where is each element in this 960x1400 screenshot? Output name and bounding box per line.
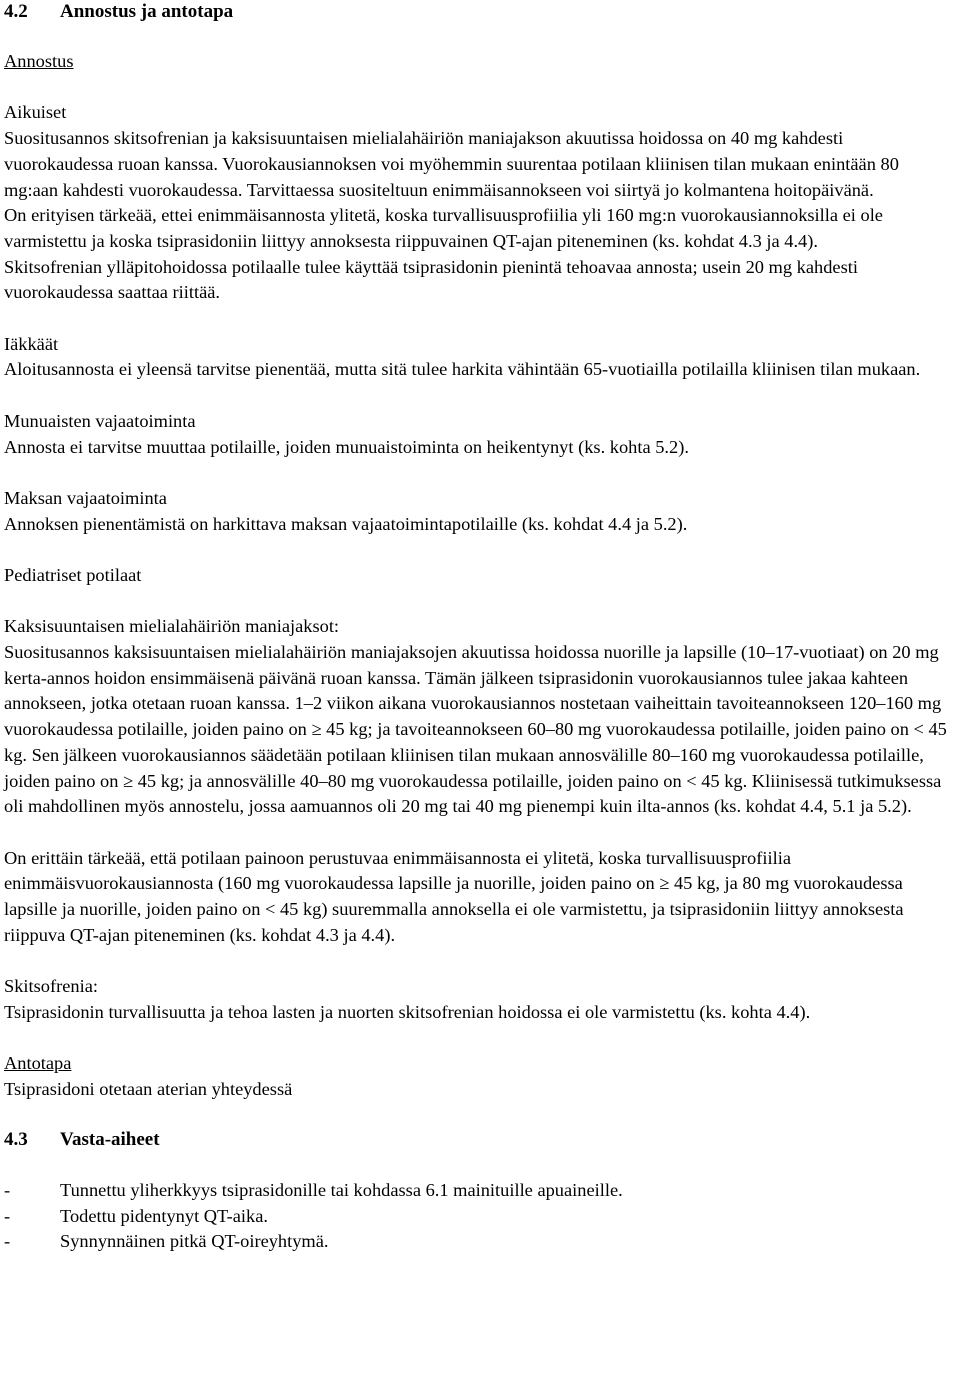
- antotapa-heading: Antotapa: [4, 1053, 72, 1074]
- schizo-label: Skitsofrenia:: [4, 976, 98, 997]
- list-item-text: Tunnettu yliherkkyys tsiprasidonille tai kohdassa 6.1 mainituille apuaineille.: [60, 1180, 623, 1201]
- list-item: [4, 1229, 950, 1255]
- list-dash: -: [4, 1205, 11, 1226]
- munuaiset-text: Annosta ei tarvitse muuttaa potilaille, joiden munuaistoiminta on heikentynyt (ks. kohta 5.2).: [4, 436, 689, 457]
- section-number: 4.3: [4, 1129, 28, 1151]
- bipolar-text: Suositusannos kaksisuuntaisen mielialahäiriön maniajaksojen akuutissa hoidossa nuorille ja lapsille (10–17-vuotiaat) on 20 mg kerta-annos hoidon ensimmäisenä päivänä ruoan kanssa. Tämän jälkeen tsiprasidonin vuorokausiannos tulee jakaa kahteen annokseen, jotka otetaan ruoan kanssa. 1–2 viikon aikana vuorokausiannos nostetaan vaiheittain tavoiteannokseen 120–160 mg vuorokaudessa potilaille, joiden paino on ≥ 45 kg; ja tavoiteannokseen 60–80 mg vuorokaudessa potilaille, joiden paino on < 45 kg. Sen jälkeen vuorokausiannos säädetään potilaan kliinisen tilan mukaan annosvälille 80–160 mg vuorokaudessa potilaille, joiden paino on ≥ 45 kg; ja annosvälille 40–80 mg vuorokaudessa potilaille, joiden paino on < 45 kg. Kliinisessä tutkimuksessa oli mahdollinen myös annostelu, jossa aamuannos oli 20 mg tai 40 mg pienempi kuin ilta-annos (ks. kohdat 4.4, 5.1 ja 5.2).: [4, 642, 947, 817]
- iakkaat-label: Iäkkäät: [4, 333, 59, 354]
- aikuiset-paragraph-3: Skitsofrenian ylläpitohoidossa potilaalle tulee käyttää tsiprasidonin pienintä tehoavaa annosta; usein 20 mg kahdesti vuorokaudessa saattaa riittää.: [4, 256, 858, 303]
- list-dash: -: [4, 1231, 11, 1252]
- iakkaat-text: Aloitusannosta ei yleensä tarvitse pienentää, mutta sitä tulee harkita vähintään 65-vuotiailla potilailla kliinisen tilan mukaan.: [4, 359, 921, 380]
- maksa-text: Annoksen pienentämistä on harkittava maksan vajaatoimintapotilaille (ks. kohdat 4.4 ja 5.2).: [4, 513, 688, 534]
- section-4-3-heading: [4, 1128, 950, 1152]
- section-number: 4.2: [4, 1, 28, 22]
- antotapa-text: Tsiprasidoni otetaan aterian yhteydessä: [4, 1078, 293, 1099]
- section-title: Vasta-aiheet: [60, 1129, 160, 1151]
- list-item-text: Synnynnäinen pitkä QT-oireyhtymä.: [60, 1231, 329, 1252]
- list-item-text: Todettu pidentynyt QT-aika.: [60, 1205, 268, 1226]
- list-dash: -: [4, 1180, 11, 1201]
- section-4-2-heading: [4, 0, 950, 24]
- aikuiset-paragraph-2: On erityisen tärkeää, ettei enimmäisannosta ylitetä, koska turvallisuusprofiilia yli 160 mg:n vuorokausiannoksilla ei ole varmistettu ja koska tsiprasidoniin liittyy annoksesta riippuvainen QT-ajan piteneminen (ks. kohdat 4.3 ja 4.4).: [4, 205, 883, 251]
- pediatric-warning-text: On erittäin tärkeää, että potilaan painoon perustuvaa enimmäisannosta ei ylitetä, koska turvallisuusprofiilia enimmäisvuorokausiannosta (160 mg vuorokaudessa lapsille ja nuorille, joiden paino on ≥ 45 kg, ja 80 mg vuorokaudessa lapsille ja nuorille, joiden paino on < 45 kg) suuremmalla annoksella ei ole varmistettu, ja tsiprasidoniin liittyy annoksesta riippuva QT-ajan piteneminen (ks. kohdat 4.3 ja 4.4).: [4, 847, 904, 945]
- list-item: [4, 1178, 950, 1204]
- aikuiset-paragraph-1: Suositusannos skitsofrenian ja kaksisuuntaisen mielialahäiriön maniajakson akuutissa hoidossa on 40 mg kahdesti vuorokaudessa ruoan kanssa. Vuorokausiannoksen voi myöhemmin suurentaa potilaan kliinisen tilan mukaan enintään 80 mg:aan kahdesti vuorokaudessa. Tarvittaessa suositeltuun enimmäisannokseen voi siirtyä jo kolmantena hoitopäivänä.: [4, 128, 899, 200]
- schizo-text: Tsiprasidonin turvallisuutta ja tehoa lasten ja nuorten skitsofrenian hoidossa ei ole varmistettu (ks. kohta 4.4).: [4, 1001, 811, 1022]
- section-title: Annostus ja antotapa: [60, 1, 234, 22]
- bipolar-label: Kaksisuuntaisen mielialahäiriön maniajaksot:: [4, 616, 340, 637]
- list-item: [4, 1204, 950, 1230]
- pediatriset-label: Pediatriset potilaat: [4, 564, 142, 585]
- aikuiset-label: Aikuiset: [4, 102, 67, 123]
- contraindication-list: [4, 1178, 950, 1255]
- maksa-label: Maksan vajaatoiminta: [4, 487, 167, 508]
- munuaiset-label: Munuaisten vajaatoiminta: [4, 410, 196, 431]
- annostus-heading: Annostus: [4, 51, 74, 71]
